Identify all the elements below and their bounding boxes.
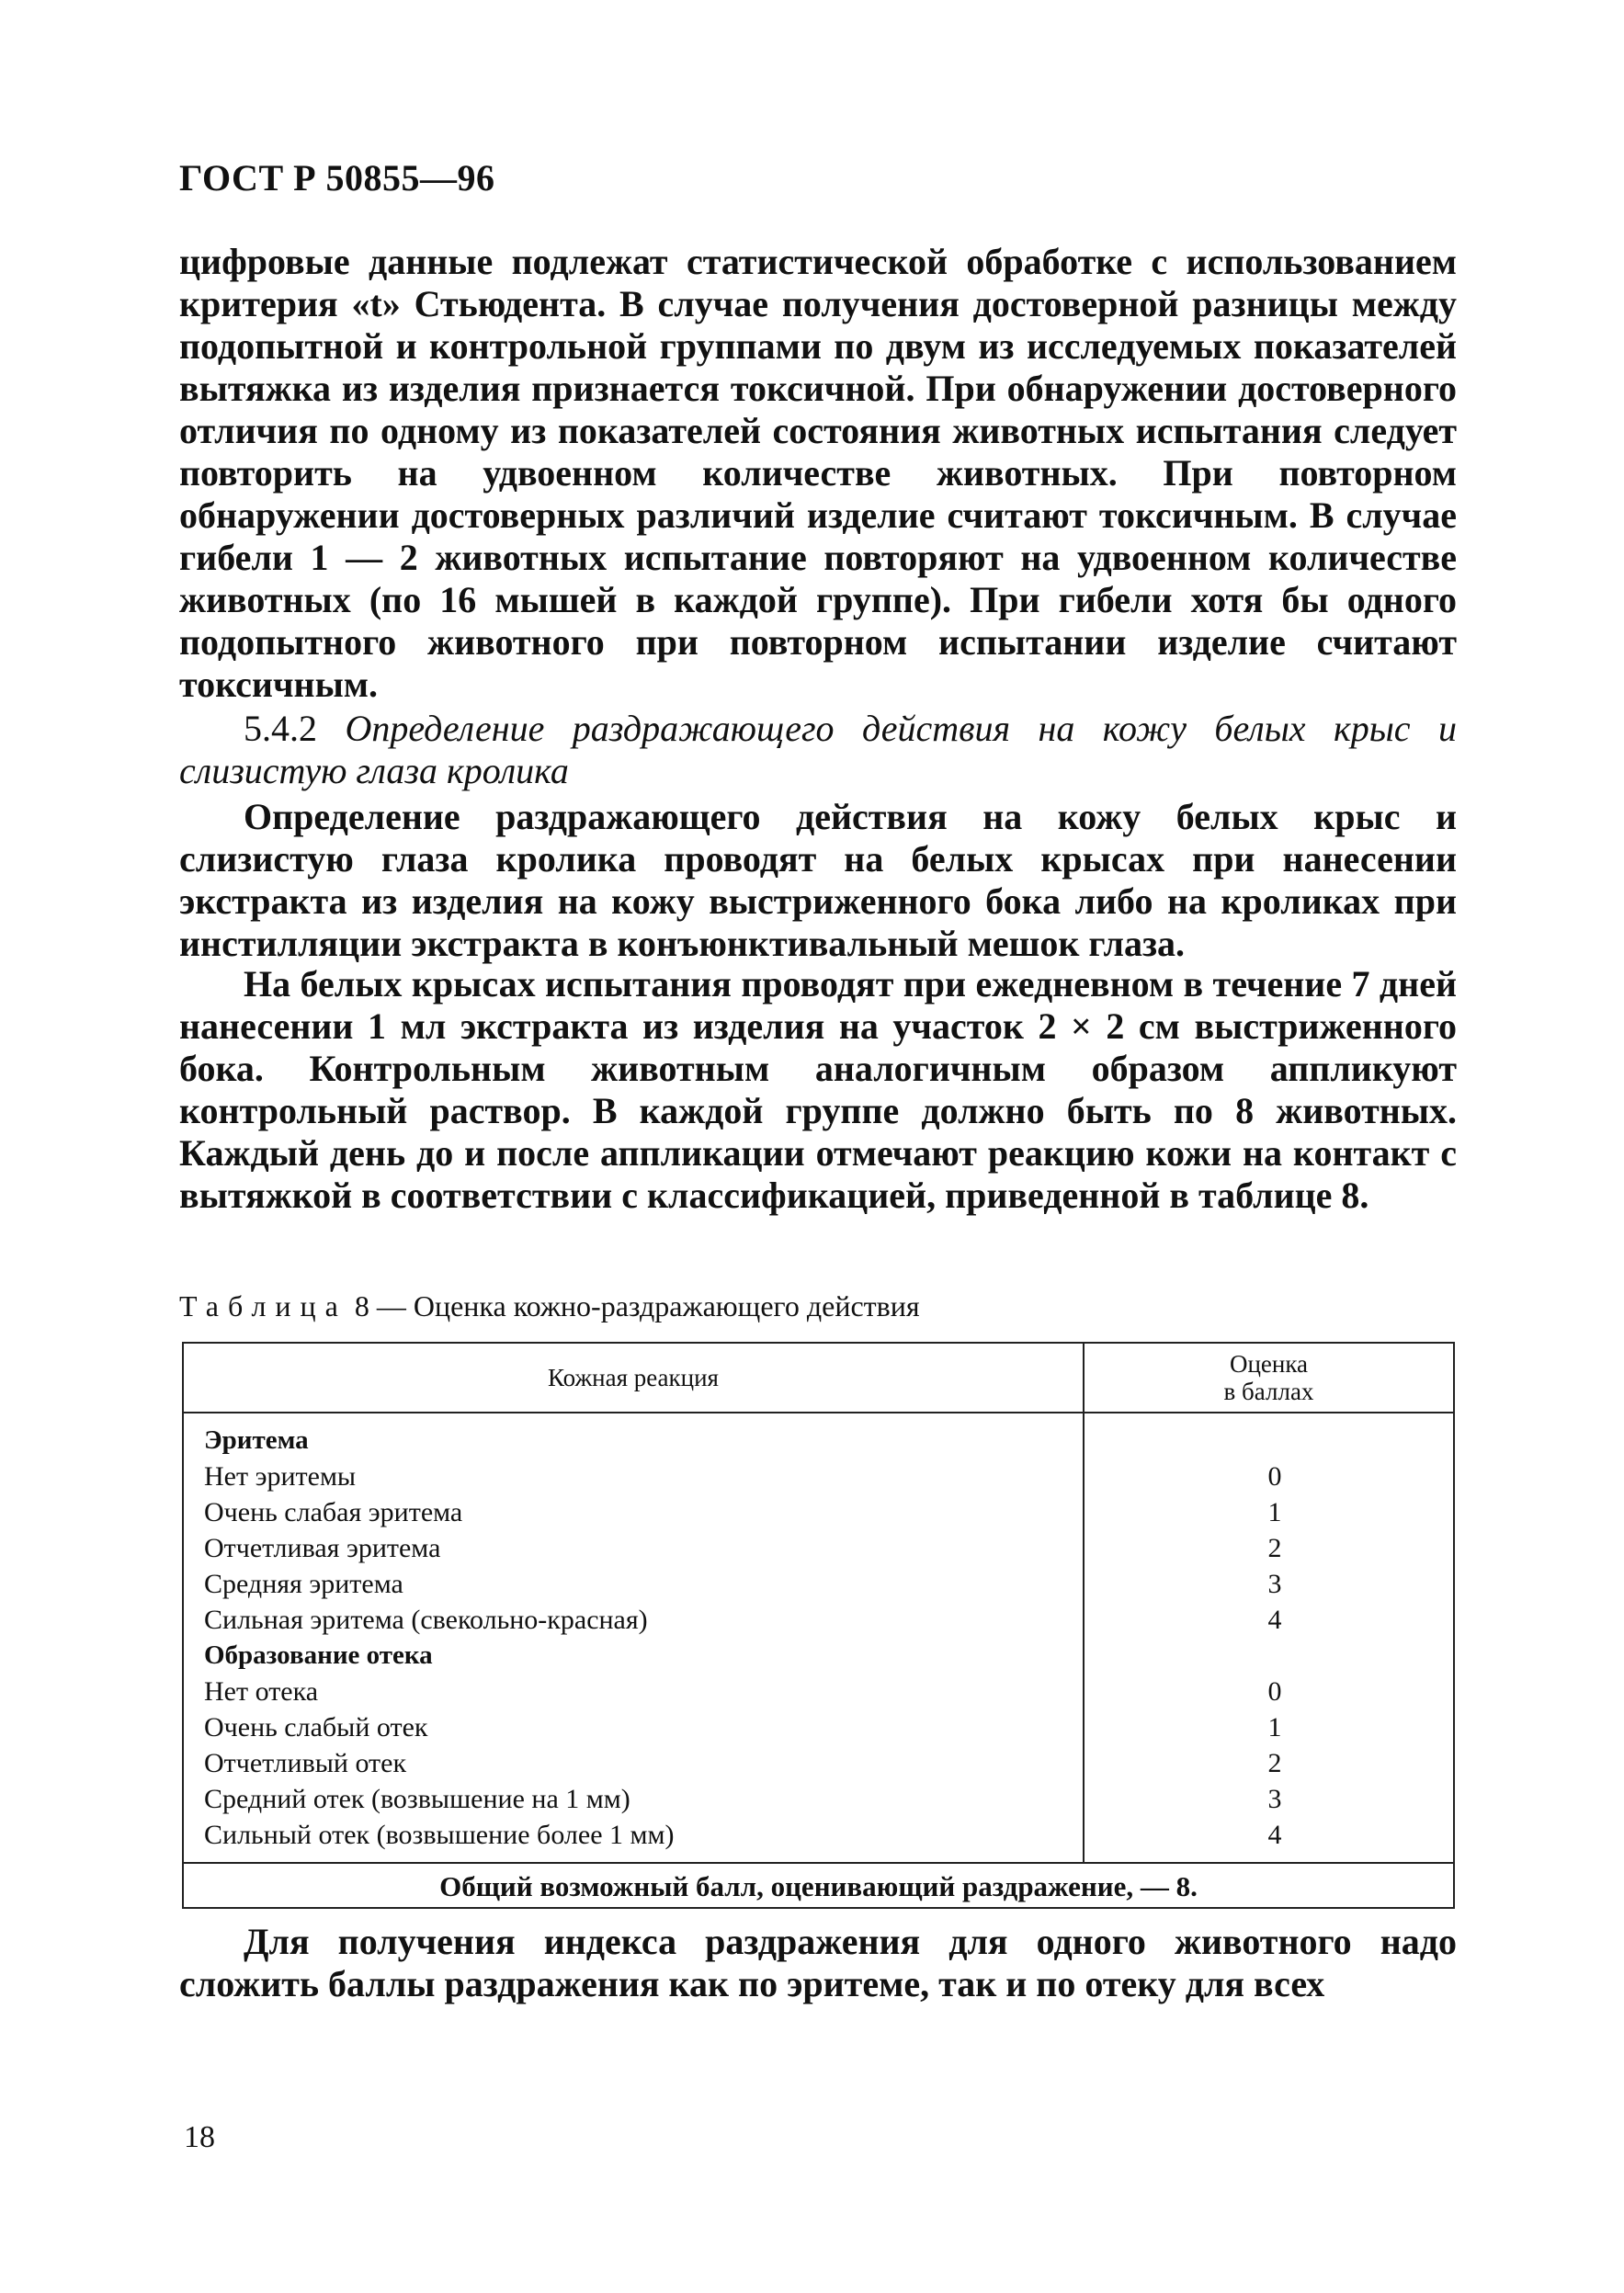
reaction-label: Нет отека (204, 1676, 319, 1707)
document-header: ГОСТ Р 50855—96 (179, 157, 495, 199)
score-value: 0 (1267, 1461, 1282, 1492)
score-value: 4 (1267, 1605, 1282, 1635)
table-row (204, 1745, 1436, 1781)
table-caption-prefix: Таблица (179, 1289, 347, 1322)
reaction-label: Нет эритемы (204, 1461, 357, 1492)
paragraph-method: Определение раздражающего действия на кожу белых крыс и слизистую глаза кролика проводят на белых крысах при нанесении экстракта из изделия на кожу выстриженного бока либо на кроликах при инстилляции экстракта в конъюнктивальный мешок глаза. (179, 796, 1457, 964)
table-row (204, 1459, 1436, 1494)
table-row (204, 1494, 1436, 1530)
page-number: 18 (184, 2120, 215, 2154)
section-heading (179, 708, 1457, 792)
paragraph-statistics: цифровые данные подлежат статистической обработке с использованием критерия «t» Стьюдента. В случае получения достоверной разницы между подопытной и контрольной группами по двум из исследуемых показателей вытяжка из изделия признается токсичной. При обнаружении достоверного отличия по одному из показателей состояния животных испытания следует повторить на удвоенном количестве животных. При повторном обнаружении достоверных различий изделие считают токсичным. В случае гибели 1 — 2 животных испытание повторяют на удвоенном количестве животных (по 16 мышей в каждой группе). При гибели хотя бы одного подопытного животного при повторном испытании изделие считают токсичным. (179, 241, 1457, 705)
table-body (204, 1423, 1436, 1853)
table-header-score-line2: в баллах (1223, 1378, 1314, 1405)
table-row (204, 1709, 1436, 1745)
reaction-label: Отчетливый отек (204, 1748, 407, 1778)
reaction-label: Средняя эритема (204, 1569, 403, 1599)
table-header-row (184, 1344, 1453, 1413)
section-title: Определение раздражающего действия на кожу белых крыс и слизистую глаза кролика (179, 708, 1458, 791)
score-value: 1 (1267, 1712, 1282, 1742)
reaction-label: Средний отек (возвышение на 1 мм) (204, 1784, 630, 1814)
table-group-erythema (204, 1423, 1436, 1459)
group-title: Образование отека (204, 1640, 433, 1670)
reaction-label: Отчетливая эритема (204, 1533, 441, 1563)
score-value: 1 (1267, 1497, 1282, 1527)
score-table (182, 1342, 1455, 1909)
paragraph-index: Для получения индекса раздражения для одного животного надо сложить баллы раздражения как по эритеме, так и по отеку для всех (179, 1921, 1457, 2004)
table-row (204, 1566, 1436, 1602)
score-value: 2 (1267, 1748, 1282, 1778)
table-row (204, 1781, 1436, 1817)
score-value: 0 (1267, 1676, 1282, 1707)
table-row (204, 1602, 1436, 1638)
table-footer-total: Общий возможный балл, оценивающий раздражение, — 8. (184, 1862, 1453, 1909)
reaction-label: Сильный отек (возвышение более 1 мм) (204, 1820, 675, 1850)
group-title: Эритема (204, 1425, 309, 1455)
paragraph-procedure: На белых крысах испытания проводят при ежедневном в течение 7 дней нанесении 1 мл экстракта из изделия на участок 2 × 2 см выстриженного бока. Контрольным животным аналогичным образом аппликуют контрольный раствор. В каждой группе должно быть по 8 животных. Каждый день до и после аппликации отмечают реакцию кожи на контакт с вытяжкой в соответствии с классификацией, приведенной в таблице 8. (179, 963, 1457, 1216)
score-value: 3 (1267, 1784, 1282, 1814)
score-value: 4 (1267, 1820, 1282, 1850)
reaction-label: Сильная эритема (свекольно-красная) (204, 1605, 648, 1635)
table-row (204, 1817, 1436, 1853)
table-header-score-line1: Оценка (1229, 1350, 1309, 1378)
section-number: 5.4.2 (244, 708, 317, 749)
table-header-reaction: Кожная реакция (184, 1344, 1085, 1412)
score-value: 2 (1267, 1533, 1282, 1563)
table-caption (179, 1289, 920, 1323)
table-group-edema (204, 1638, 1436, 1674)
reaction-label: Очень слабая эритема (204, 1497, 463, 1527)
table-row (204, 1674, 1436, 1709)
reaction-label: Очень слабый отек (204, 1712, 428, 1742)
table-header-score (1085, 1344, 1453, 1412)
table-caption-text: 8 — Оценка кожно-раздражающего действия (354, 1289, 920, 1322)
score-value: 3 (1267, 1569, 1282, 1599)
table-row (204, 1530, 1436, 1566)
